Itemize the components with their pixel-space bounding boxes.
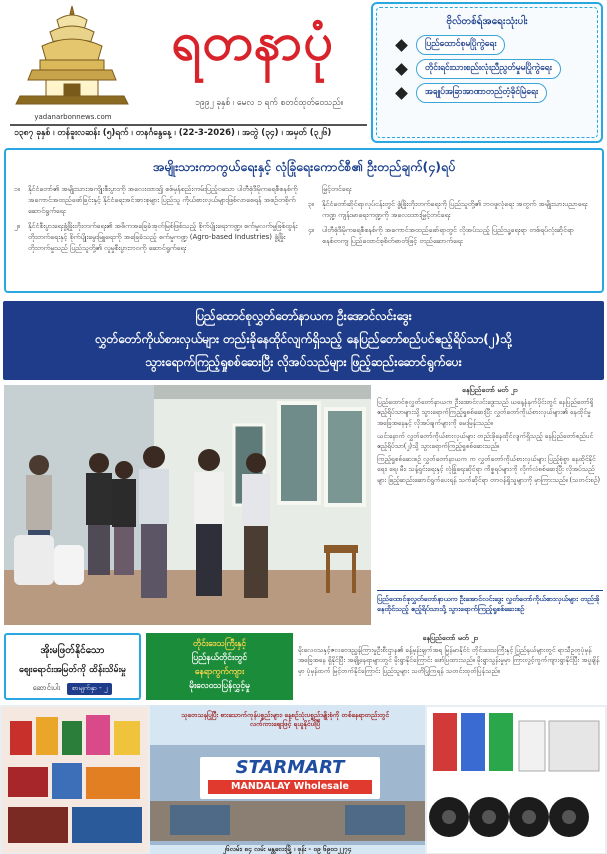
diamond-bullet-icon	[395, 39, 408, 52]
objective-text: နိုင်ငံတော်၏ အမျိုးသားအကျိုးစီးပွားကို အလေးထား၍ စစ်မှန်စည်းကမ်းပြည့်ဝသော ပါတီစုံဒီမိုကရေစီစနစ်ကို အကောင်အထည်ဖော်ခြင်းနှင့် နိုင်ငံရေးအင်အားစုများ ပြည်သူ ကိုယ်စားလှယ်များဖြစ်လာစေရန် အစဉ်တစိုက်ဆောင်ရွက်ရေး	[28, 185, 298, 215]
ad-products-right	[427, 707, 605, 853]
objective-item	[308, 184, 594, 195]
diamond-bullet-icon	[395, 63, 408, 76]
photo-caption: ပြည်ထောင်စုလွှတ်တော်နာယက ဦးအောင်လင်းဒွေး လွှတ်တော်ကိုယ်စားလှယ်များ တည်းခိုနေထိုင်သည့် ဧည့်ရိပ်သာသို့ သွားရောက်ကြည့်ရှုစစ်ဆေးစဉ်	[377, 590, 603, 626]
objective-number: ၃။	[308, 200, 315, 208]
teaser-label: ဆောင်းပါး	[32, 683, 61, 692]
issue-date-line: ၁၃၈၇ ခုနှစ် ၊ တန်ခူးလဆန်း (၅)ရက် ၊ တနင်္ဂနွေနေ့ ၊ (22-3-2026) ၊ အတွဲ (၃၄) ၊ အမှတ် (၃၂၆)	[14, 128, 332, 138]
article-teaser-box[interactable]	[4, 633, 141, 700]
objective-number: ၄။	[308, 226, 315, 234]
objective-text: ပါတီစုံဒီမိုကရေစီစနစ်ကို အကောင်အထည်ဖော်ရာတွင် လိုအပ်သည့် ပြည်သူ့ရေးရာ တစ်ရပ်လုံးဆိုင်ရာ စနစ်တကျ ပြည်ထောင်စုစိတ်ဓာတ်ဖြင့် တည်ဆောက်ရေး	[322, 226, 574, 245]
story-paragraph: ကြည့်ရှုစစ်ဆေးစဉ် လွှတ်တော်နာယက က လွှတ်တော်ကိုယ်စားလှယ်များ ပြည့်စုံစွာ နေထိုင်နိုင်ရေး၊ ရေ၊ မီး၊ သန့်ရှင်းရေးနှင့် လုံခြုံရေးဆိုင်ရာ ကိစ္စရပ်များကို လိုက်လံစစ်ဆေးပြီး လိုအပ်သည်များ ဖြည့်ဆည်းဆောင်ရွက်ပေးရန် သက်ဆိုင်ရာ တာဝန်ရှိသူများကို မှာကြားသည်။ (သတင်းစဉ်)	[377, 455, 601, 484]
masthead-rule	[10, 124, 367, 126]
story-paragraph: ပြည်ထောင်စုလွှတ်တော်နာယက ဦးအောင်လင်းဒွေးသည် ယနေ့နံနက်ပိုင်းတွင် နေပြည်တော်ရှိ ဧည့်ရိပ်သာများသို့ သွားရောက်ကြည့်ရှုစစ်ဆေးပြီး လွှတ်တော်ကိုယ်စားလှယ်များ၏ နေထိုင်မှုအခြေအနေနှင့် လိုအပ်ချက်များကို မေးမြန်းသည်။	[377, 398, 594, 427]
slogan-item	[383, 35, 591, 55]
edition-line: ၁၉၉၂ ခုနှစ် ၊ မေလ ၁ ရက် စတင်ထုတ်ဝေသည်။	[195, 98, 344, 108]
headline-line: သွားရောက်ကြည့်ရှုစစ်ဆေးပြီး လိုအပ်သည်များ ဖြည့်ဆည်းဆောင်ရွက်ပေး	[145, 355, 462, 369]
objective-text: မြှင့်တင်ရေး	[322, 185, 352, 193]
objective-item	[14, 184, 300, 217]
weather-story	[298, 633, 603, 700]
objective-item	[308, 199, 594, 221]
story-paragraph: ယင်းနောက် လွှတ်တော်ကိုယ်စားလှယ်များ တည်းခိုနေထိုင်လျက်ရှိသည့် နေပြည်တော်စည်ပင်ဧည့်ရိပ်သာ(၂)သို့ သွားရောက်ကြည့်ရှုစစ်ဆေးသည်။	[377, 431, 594, 451]
objectives-box	[4, 148, 604, 293]
teaser-footer	[10, 683, 135, 695]
teaser-line: ဈေးရောင်းအမြတ်ကို ထိန်းသိမ်းမှု	[18, 665, 127, 675]
weather-headline-line: မိုးလေဝသပြန်လွှင့်မှု	[189, 681, 250, 691]
starmart-advertisement	[0, 705, 607, 854]
masthead	[0, 0, 607, 138]
story-dateline: နေပြည်တော် မတ် ၂၁	[422, 634, 479, 642]
ad-tagline: သုတေသနပြုပြီး စားသောက်ကုန်ပစ္စည်းများ၊ နေ့စဉ်သုံးပစ္စည်းမျိုးစုံကို တစ်နေရာတည်းတွင် လက်ကားဈေးဖြင့် ရယူနိုင်ပါပြီ	[181, 711, 389, 728]
temple-logo-icon	[12, 2, 132, 114]
newspaper-title: ရတနာပုံ	[171, 11, 334, 72]
objective-number	[308, 184, 322, 195]
objective-number: ၁။	[14, 185, 21, 193]
ad-brand-subtitle: MANDALAY Wholesale	[208, 780, 372, 794]
weather-headline-box	[146, 633, 293, 700]
slogan-text: အချုပ်အခြာအာဏာတည်တံ့ခိုင်မြဲရေး	[416, 83, 547, 103]
slogan-text: တိုင်းရင်းသားစည်းလုံးညီညွတ်မှုမပြိုကွဲရေး	[416, 59, 561, 79]
objectives-headline: အမျိုးသားကာကွယ်ရေးနှင့် လုံခြုံရေးကောင်စီ၏ ဦးတည်ချက်(၄)ရပ်	[152, 159, 456, 174]
main-story	[377, 385, 603, 590]
weather-headline-line: ပြည်နယ်တိုင်းတွင်	[191, 653, 248, 663]
slogan-item	[383, 83, 591, 103]
objectives-left-column	[14, 184, 300, 258]
ad-store-center	[150, 705, 425, 854]
story-paragraph: မိုးလေဝသနှင့်ဇလဗေဒညွှန်ကြားမှုဦးစီးဌာန၏ ခန့်မှန်းချက်အရ မြန်မာနိုင်ငံ တိုင်းဒေသကြီးနှင့် ပြည်နယ်များတွင် ရာသီဥတုပုံမှန်အခြေအနေ ရှိနိုင်ပြီး အချို့နေရာများတွင် မိုးရွာနိုင်ကြောင်း ဖော်ပြထားသည်။ မိုးရွာသွန်းမှုမှာ ကြားလွင့်ကွက်ကျားရွာနိုင်ပြီး အပူချိန်မှာ ပုံမှန်ထက် မြင့်တက်နိုင်ကြောင်း ပြည်သူများ သတိပြုကြရန် သတင်းထုတ်ပြန်သည်။	[298, 646, 600, 675]
slogan-box	[371, 2, 603, 143]
headline-line: ပြည်ထောင်စုလွှတ်တော်နာယက ဦးအောင်လင်းဒွေး	[195, 309, 412, 323]
main-headline-banner	[3, 301, 604, 380]
objectives-right-column	[308, 184, 594, 258]
weather-headline-line: တိုင်းဒေသကြီးနှင့်	[192, 639, 247, 649]
teaser-line: အိုးမဖြတ်နိုင်သော	[40, 645, 105, 656]
ad-brand-sign	[200, 757, 380, 799]
headline-line: လွှတ်တော်ကိုယ်စားလှယ်များ တည်းခိုနေထိုင်လျက်ရှိသည့် နေပြည်တော်စည်ပင်ဧည့်ရိပ်သာ(၂)သို့	[95, 332, 512, 346]
weather-headline-line: နေရာကွက်ကျား	[194, 667, 245, 677]
objective-text: နိုင်ငံတော်ဆိုင်ရာလုပ်ငန်းတွင် ဖွံ့ဖြိုးတိုးတက်ရေးကို ပြည်သူတို့၏ ဘဝဖူလုံရေး အတွက် အမျိုးသားပညာရေးကဏ္ဍ ကျန်းမာရေးကဏ္ဍကို အလေးထားမြှင့်တင်ရေး	[322, 200, 588, 219]
slogan-heading: ဗိုလ်တစ်ရ်အရေးသုံးပါး	[446, 16, 528, 27]
objective-text: နိုင်ငံစီးပွားရေးဖွံ့ဖြိုးတိုးတက်ရေး၏ အဓိကအခြေခံအုတ်မြစ်ဖြစ်သည့် စိုက်ပျိုးရေးကဏ္ဍ၊ စက်မှုလက်မှုဖြစ်ထွန်းတိုးတက်ရေးနှင့် စိုက်ပျိုးမွေးမြူရေးကို အခြေခံသည့် စက်မှုကဏ္ဍ (Agro-based Industries) ဖွံ့ဖြိုးတိုးတက်မှုသည် ပြည်သူတို့၏ လူမှုစီးပွားဘဝကို ဆောင်ရွက်ရေး	[28, 222, 298, 252]
objective-item	[308, 225, 594, 247]
story-dateline: နေပြည်တော် မတ် ၂၁	[462, 386, 518, 394]
objective-number: ၂။	[14, 222, 20, 230]
objective-item	[14, 221, 300, 254]
diamond-bullet-icon	[395, 87, 408, 100]
news-photo	[4, 385, 371, 625]
slogan-text: ပြည်ထောင်စုမပြိုကွဲရေး	[416, 35, 505, 55]
website-url: yadanarbonnews.com	[34, 113, 112, 121]
slogan-item	[383, 59, 591, 79]
page-reference-badge: စာမျက်နှာ - ၂	[67, 683, 113, 695]
ad-brand-name: STARMART	[235, 757, 345, 778]
ad-products-left	[2, 707, 148, 853]
ad-address: ၂၆လမ်း၊ ၈၄ လမ်း မန္တလေးမြို့ ၊ ဖုန်း - ၀၉ ၆၉၀၁၂၂၇၄	[222, 845, 352, 853]
